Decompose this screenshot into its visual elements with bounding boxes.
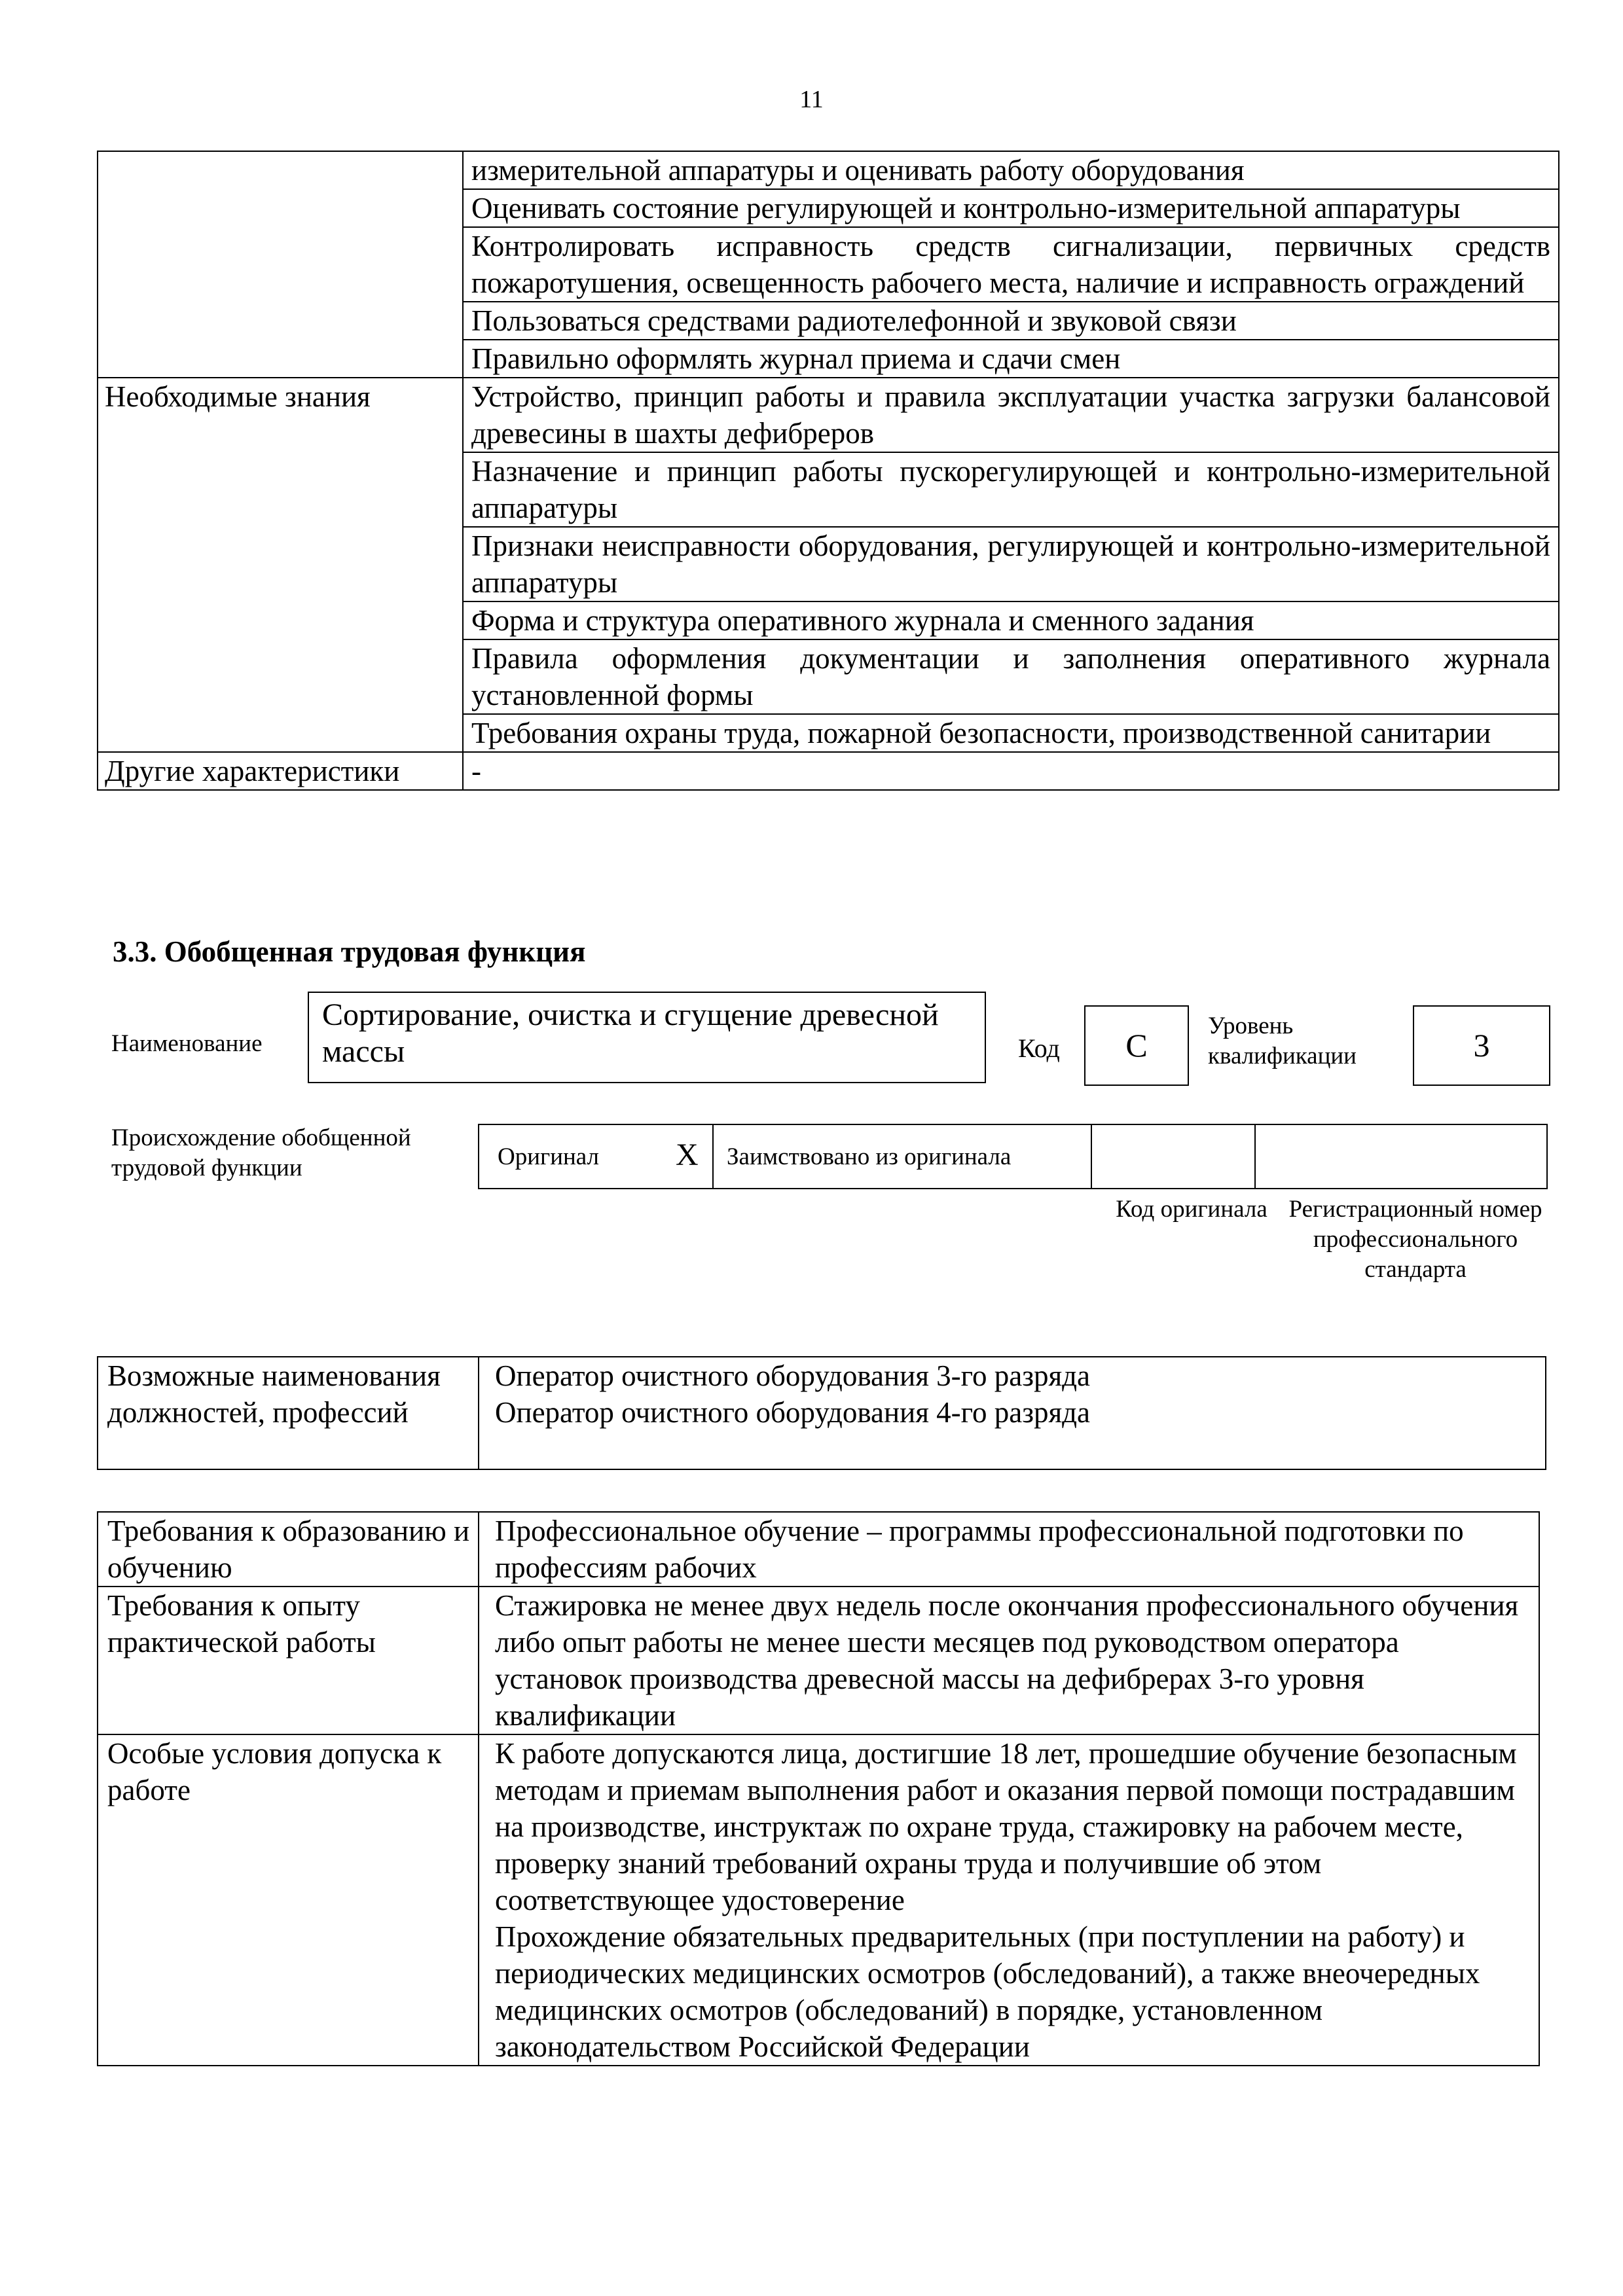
name-value: Сортирование, очистка и сгущение древесной массы bbox=[308, 992, 986, 1083]
row-label-empty bbox=[98, 151, 463, 378]
req-paragraph: К работе допускаются лица, достигшие 18 лет, прошедшие обучение безопасным методам и приемам выполнения работ и оказания первой помощи пострадавшим на производстве, инструктаж по охране труда, стажировку на рабочем месте, проверку знаний требований охраны труда и получившие об этом соответствующее удостоверение bbox=[495, 1737, 1517, 1916]
original-label: Оригинал bbox=[498, 1143, 600, 1170]
requirements-table bbox=[97, 1511, 1540, 2066]
knowledge-item: Форма и структура оперативного журнала и сменного задания bbox=[463, 601, 1559, 639]
original-cell bbox=[478, 1124, 714, 1189]
knowledge-item: Назначение и принцип работы пускорегулирующей и контрольно-измерительной аппаратуры bbox=[463, 452, 1559, 527]
borrowed-cell bbox=[712, 1124, 1092, 1189]
section-title: 3.3. Обобщенная трудовая функция bbox=[113, 935, 586, 968]
skill-item: Правильно оформлять журнал приема и сдачи смен bbox=[463, 340, 1559, 378]
table-row bbox=[98, 1734, 1539, 2066]
positions-label: Возможные наименования должностей, профессий bbox=[98, 1357, 479, 1469]
table-row bbox=[98, 378, 1559, 452]
skill-item: измерительной аппаратуры и оценивать работу оборудования bbox=[463, 151, 1559, 189]
req-label: Требования к образованию и обучению bbox=[98, 1512, 479, 1587]
position-item: Оператор очистного оборудования 4-го разряда bbox=[495, 1396, 1091, 1429]
row-label-knowledge: Необходимые знания bbox=[98, 378, 463, 752]
name-label: Наименование bbox=[111, 1030, 263, 1057]
code-value: C bbox=[1084, 1005, 1189, 1086]
reg-caption: Регистрационный номер профессионального стандарта bbox=[1288, 1196, 1542, 1283]
skill-item: Оценивать состояние регулирующей и контрольно-измерительной аппаратуры bbox=[463, 189, 1559, 227]
page-number: 11 bbox=[799, 86, 824, 113]
table-row bbox=[98, 1357, 1546, 1469]
borrowed-label: Заимствовано из оригинала bbox=[727, 1143, 1012, 1170]
knowledge-item: Устройство, принцип работы и правила эксплуатации участка загрузки балансовой древесины в шахты дефибреров bbox=[463, 378, 1559, 452]
knowledge-item: Требования охраны труда, пожарной безопасности, производственной санитарии bbox=[463, 714, 1559, 752]
req-value bbox=[479, 1734, 1539, 2066]
skill-item: Пользоваться средствами радиотелефонной и звуковой связи bbox=[463, 302, 1559, 340]
req-value: Профессиональное обучение – программы профессиональной подготовки по профессиям рабочих bbox=[479, 1512, 1539, 1587]
origin-row bbox=[478, 1124, 1548, 1189]
table-row bbox=[98, 752, 1559, 790]
code-caption: Код оригинала bbox=[1116, 1196, 1267, 1223]
original-code-cell bbox=[1091, 1124, 1256, 1189]
table-row bbox=[98, 151, 1559, 189]
skill-item: Контролировать исправность средств сигнализации, первичных средств пожаротушения, освещенность рабочего места, наличие и исправность ограждений bbox=[463, 227, 1559, 302]
positions-values bbox=[479, 1357, 1546, 1469]
knowledge-item: Правила оформления документации и заполнения оперативного журнала установленной формы bbox=[463, 639, 1559, 714]
row-label-other: Другие характеристики bbox=[98, 752, 463, 790]
skills-knowledge-table bbox=[97, 151, 1559, 791]
original-mark: X bbox=[676, 1138, 699, 1172]
origin-label: Происхождение обобщенной трудовой функции bbox=[111, 1124, 411, 1181]
position-item: Оператор очистного оборудования 3-го разряда bbox=[495, 1359, 1091, 1392]
other-item: - bbox=[463, 752, 1559, 790]
reg-number-cell bbox=[1254, 1124, 1548, 1189]
level-label: Уровень квалификации bbox=[1208, 1013, 1357, 1069]
table-row bbox=[98, 1587, 1539, 1734]
req-label: Требования к опыту практической работы bbox=[98, 1587, 479, 1734]
table-row bbox=[98, 1512, 1539, 1587]
level-value: 3 bbox=[1413, 1005, 1550, 1086]
positions-table bbox=[97, 1356, 1546, 1470]
req-label: Особые условия допуска к работе bbox=[98, 1734, 479, 2066]
req-paragraph: Прохождение обязательных предварительных (при поступлении на работу) и периодических медицинских осмотров (обследований), а также внеочередных медицинских осмотров (обследований) в порядке, установленном законодательством Российской Федерации bbox=[495, 1920, 1480, 2063]
knowledge-item: Признаки неисправности оборудования, регулирующей и контрольно-измерительной аппаратуры bbox=[463, 527, 1559, 601]
code-label: Код bbox=[1018, 1033, 1060, 1063]
req-value: Стажировка не менее двух недель после окончания профессионального обучения либо опыт работы не менее шести месяцев под руководством оператора установок производства древесной массы на дефибрерах 3-го уровня квалификации bbox=[479, 1587, 1539, 1734]
